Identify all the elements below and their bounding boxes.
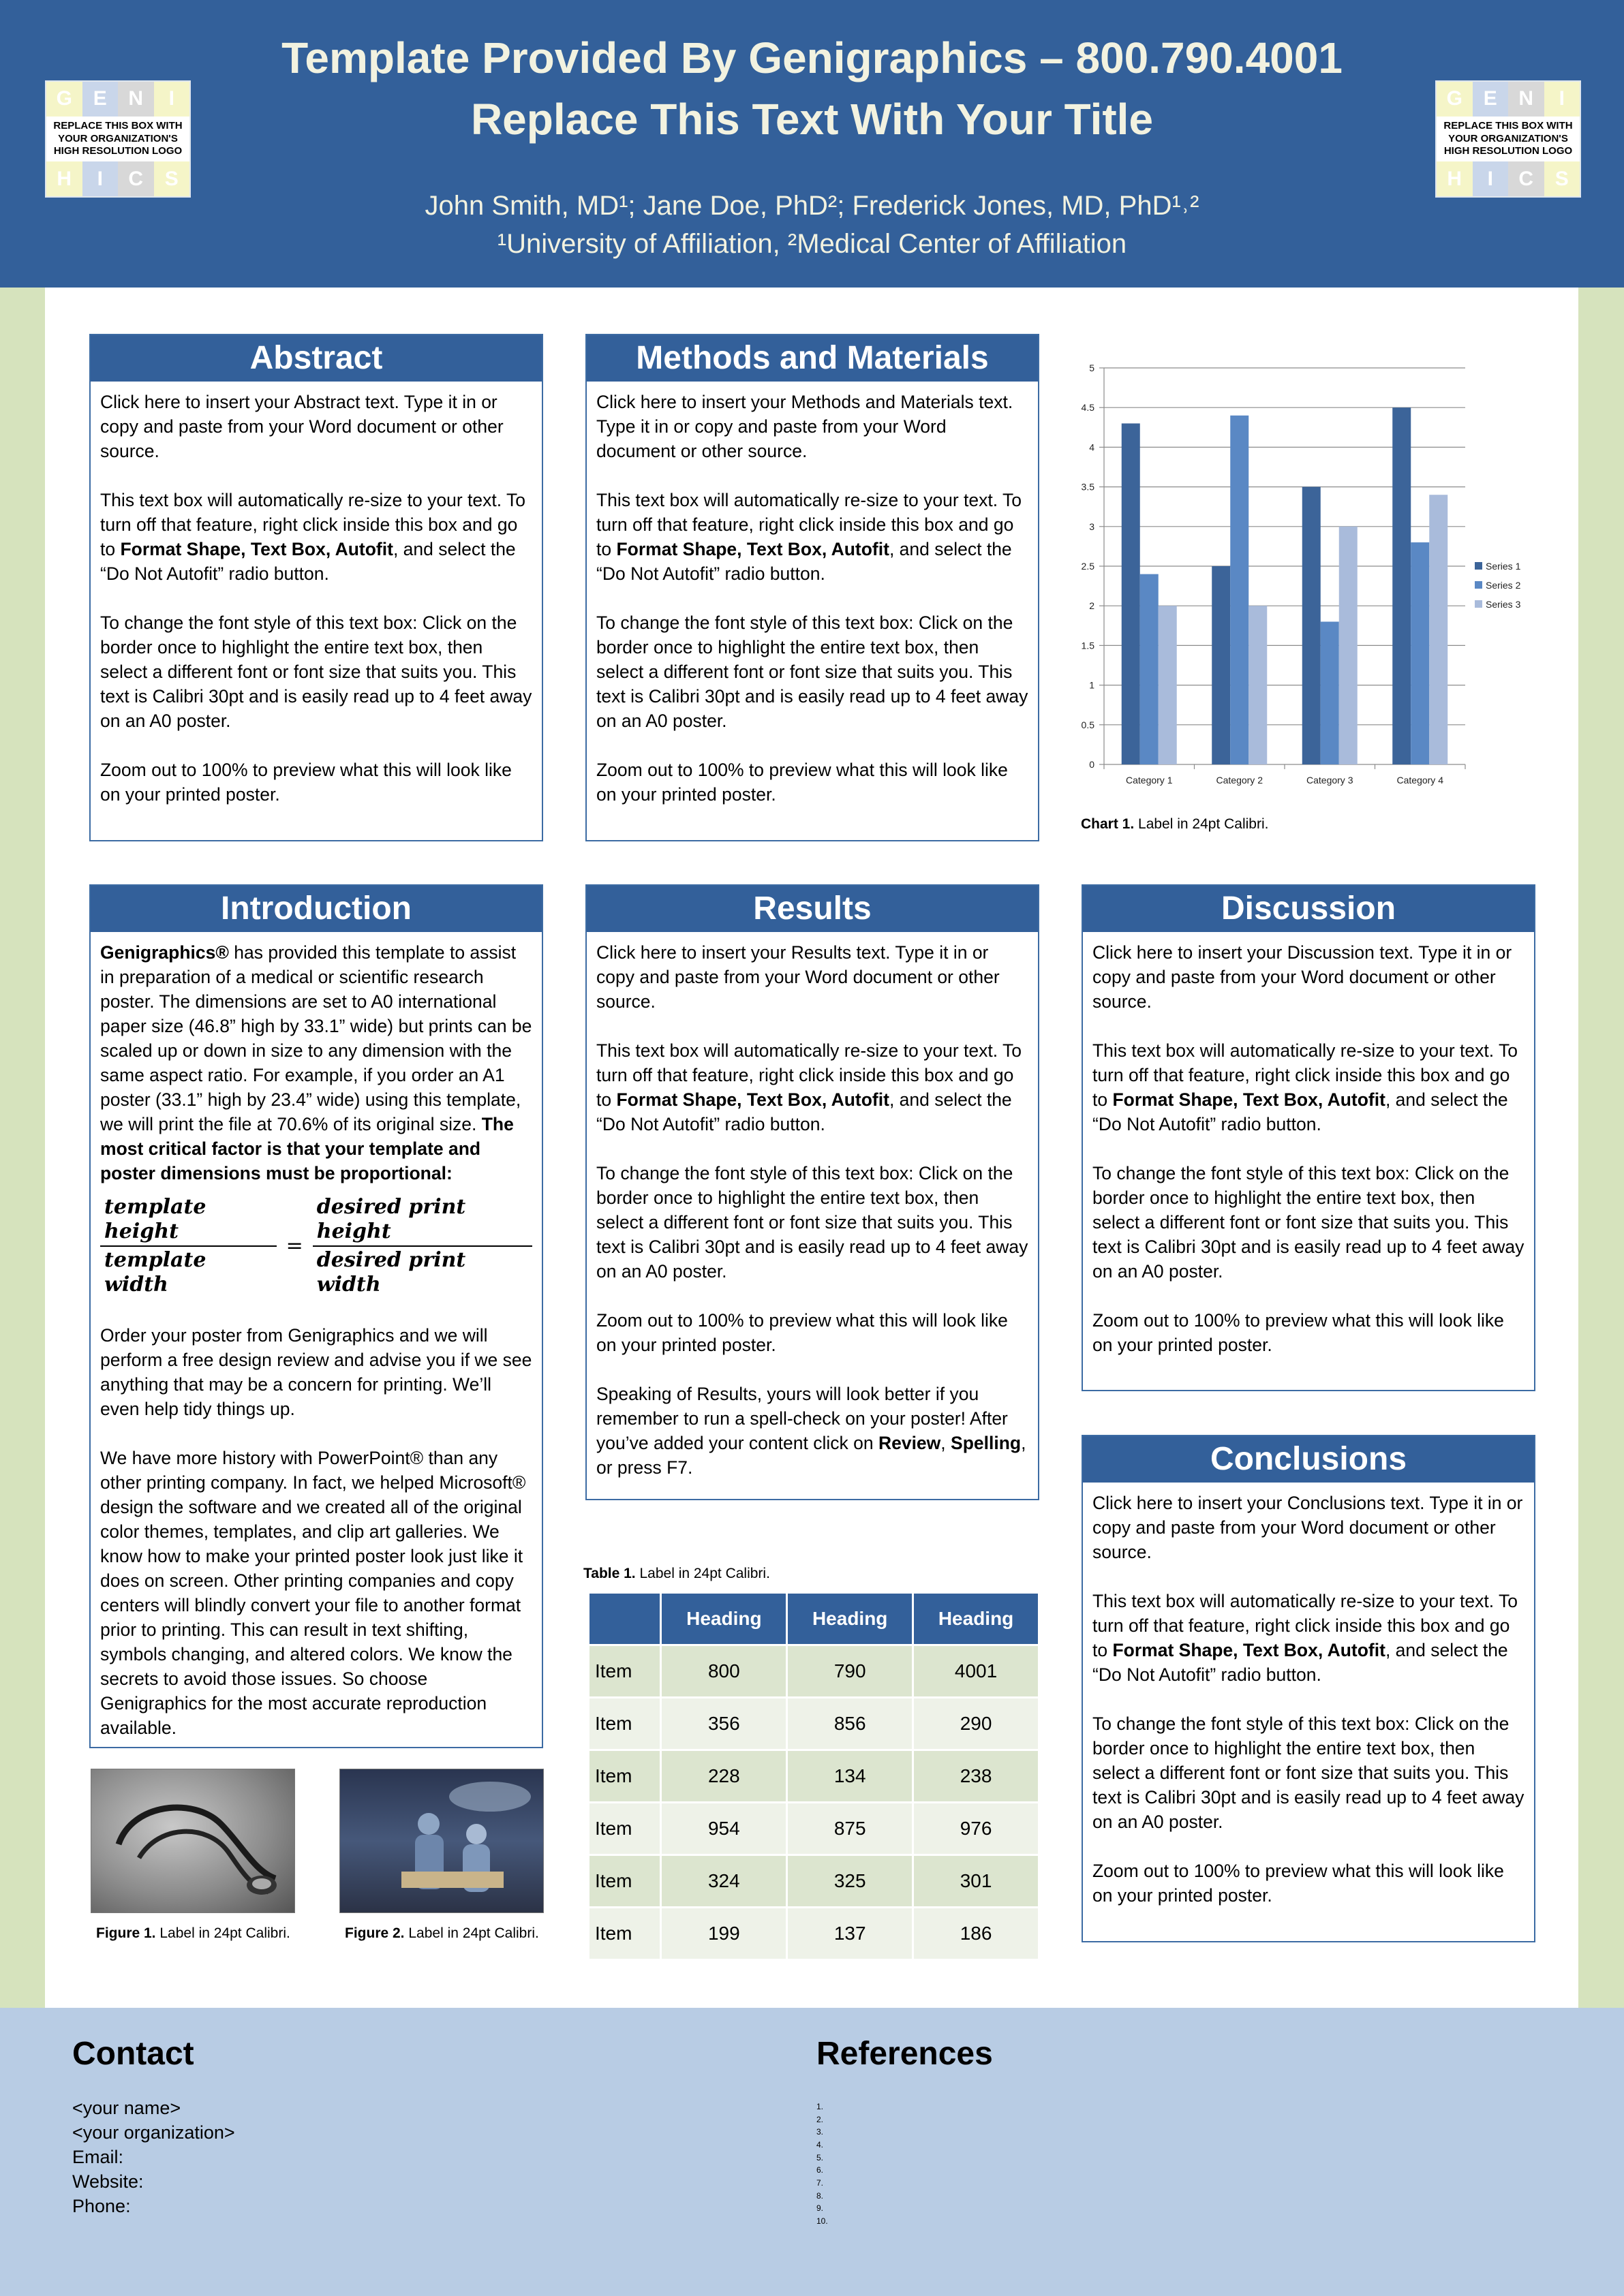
table-cell: 134 xyxy=(787,1750,913,1803)
table-row xyxy=(589,1803,1039,1855)
logo-letter: C xyxy=(1508,161,1544,196)
reference-item[interactable]: 6. xyxy=(816,2165,824,2175)
logo-letter: I xyxy=(1544,82,1580,117)
logo-letter: S xyxy=(154,161,190,196)
chart-legend-swatch xyxy=(1475,600,1482,608)
chart-bar xyxy=(1122,423,1140,764)
abstract-paragraph: Zoom out to 100% to preview what this will look like on your printed poster. xyxy=(100,760,512,805)
results-heading: Results xyxy=(587,886,1038,932)
chart-legend-label: Series 2 xyxy=(1486,580,1521,591)
discussion-heading: Discussion xyxy=(1083,886,1534,932)
table-header-cell: Heading xyxy=(787,1593,913,1645)
table-header-cell xyxy=(589,1593,661,1645)
table-row xyxy=(589,1855,1039,1908)
poster-title-line1[interactable]: Template Provided By Genigraphics – 800.790.4001 xyxy=(281,33,1343,82)
figure-2-caption: Figure 2. Label in 24pt Calibri. xyxy=(345,1925,539,1941)
abstract-paragraph: To change the font style of this text box: Click on the border once to highlight the entire text box, then select a different font or font size that suits you. This text is Calibri 30pt and is easily read up to 4 feet away on an A0 poster. xyxy=(100,612,532,731)
table-cell: 856 xyxy=(787,1698,913,1750)
chart-ytick-label: 4 xyxy=(1089,441,1094,453)
poster-title-line2[interactable]: Replace This Text With Your Title xyxy=(470,95,1154,144)
contact-line[interactable]: Website: xyxy=(72,2171,144,2192)
chart-ytick-label: 2 xyxy=(1089,600,1094,612)
logo-letter: E xyxy=(1473,82,1509,117)
data-table[interactable] xyxy=(587,1592,1040,1961)
chart-bar xyxy=(1392,407,1411,764)
table-cell: 790 xyxy=(787,1645,913,1698)
table-cell: 301 xyxy=(913,1855,1039,1908)
results-body[interactable] xyxy=(587,932,1038,1480)
chart-bar xyxy=(1230,416,1248,764)
introduction-paragraph: Order your poster from Genigraphics and we will perform a free design review and advise you if we see anything that may be a concern for printing. We’ll even help tidy things up. xyxy=(100,1325,532,1419)
authors[interactable]: John Smith, MD¹; Jane Doe, PhD²; Frederick Jones, MD, PhD¹˒² xyxy=(425,191,1199,221)
logo-letter: H xyxy=(1437,161,1473,196)
results-paragraph: Zoom out to 100% to preview what this will look like on your printed poster. xyxy=(596,1310,1008,1355)
table-row xyxy=(589,1908,1039,1960)
chart-bar xyxy=(1339,527,1358,764)
table-cell: 324 xyxy=(661,1855,787,1908)
proportion-equation: $\frac{\text{template height}}{\text{template width}}$ = $\frac{\text{desired print height}}{\text{desired print width}}$ xyxy=(100,1194,532,1299)
table-cell: 4001 xyxy=(913,1645,1039,1698)
reference-item[interactable]: 3. xyxy=(816,2127,824,2137)
table-cell: Item xyxy=(589,1908,661,1960)
reference-item[interactable]: 4. xyxy=(816,2140,824,2150)
chart-ytick-label: 3.5 xyxy=(1081,481,1094,493)
chart-bar xyxy=(1248,606,1267,764)
chart-ytick-label: 2.5 xyxy=(1081,561,1094,572)
methods-heading: Methods and Materials xyxy=(587,335,1038,382)
reference-item[interactable]: 1. xyxy=(816,2102,824,2111)
reference-item[interactable]: 2. xyxy=(816,2115,824,2124)
reference-item[interactable]: 9. xyxy=(816,2203,824,2213)
conclusions-paragraph: This text box will automatically re-size to your text. To turn off that feature, right click inside this box and go to Format Shape, Text Box, Autofit, and select the “Do Not Autofit” radio button. xyxy=(1092,1591,1518,1685)
chart-ytick-label: 5 xyxy=(1089,362,1094,373)
methods-paragraph: This text box will automatically re-size to your text. To turn off that feature, right click inside this box and go to Format Shape, Text Box, Autofit, and select the “Do Not Autofit” radio button. xyxy=(596,490,1022,584)
chart-category-label: Category 1 xyxy=(1126,775,1173,786)
references-heading[interactable]: References xyxy=(816,2036,993,2072)
chart-bar xyxy=(1429,495,1447,764)
table-cell: 954 xyxy=(661,1803,787,1855)
logo-letter: G xyxy=(46,82,82,117)
discussion-panel[interactable] xyxy=(1082,884,1535,1391)
figure-2-image[interactable] xyxy=(339,1769,544,1913)
methods-paragraph: Click here to insert your Methods and Materials text. Type it in or copy and paste from your Word document or other source. xyxy=(596,392,1013,461)
abstract-paragraph: This text box will automatically re-size to your text. To turn off that feature, right click inside this box and go to Format Shape, Text Box, Autofit, and select the “Do Not Autofit” radio button. xyxy=(100,490,525,584)
table-cell: Item xyxy=(589,1750,661,1803)
table-cell: Item xyxy=(589,1698,661,1750)
table-row xyxy=(589,1698,1039,1750)
logo-letter: I xyxy=(82,161,119,196)
conclusions-paragraph: Zoom out to 100% to preview what this will look like on your printed poster. xyxy=(1092,1861,1504,1906)
table-cell: 290 xyxy=(913,1698,1039,1750)
conclusions-heading: Conclusions xyxy=(1083,1436,1534,1483)
abstract-paragraph: Click here to insert your Abstract text. Type it in or copy and paste from your Word document or other source. xyxy=(100,392,504,461)
methods-body[interactable] xyxy=(587,382,1038,807)
table-header-row xyxy=(589,1593,1039,1645)
contact-heading[interactable]: Contact xyxy=(72,2036,194,2072)
methods-paragraph: Zoom out to 100% to preview what this will look like on your printed poster. xyxy=(596,760,1008,805)
methods-paragraph: To change the font style of this text box: Click on the border once to highlight the entire text box, then select a different font or font size that suits you. This text is Calibri 30pt and is easily read up to 4 feet away on an A0 poster. xyxy=(596,612,1028,731)
chart-ytick-label: 3 xyxy=(1089,521,1094,532)
chart-category-label: Category 3 xyxy=(1306,775,1353,786)
chart-legend-label: Series 3 xyxy=(1486,599,1521,610)
chart-ytick-label: 1 xyxy=(1089,679,1094,691)
introduction-heading: Introduction xyxy=(91,886,542,932)
contact-line[interactable]: Email: xyxy=(72,2147,124,2167)
chart-bar xyxy=(1411,542,1429,764)
logo-letter: I xyxy=(1473,161,1509,196)
introduction-body[interactable] xyxy=(91,932,542,1740)
table-cell: 186 xyxy=(913,1908,1039,1960)
chart-bar xyxy=(1302,487,1321,764)
logo-letter: N xyxy=(118,82,154,117)
chart-caption: Chart 1. Label in 24pt Calibri. xyxy=(1081,816,1269,832)
discussion-paragraph: To change the font style of this text box: Click on the border once to highlight the entire text box, then select a different font or font size that suits you. This text is Calibri 30pt and is easily read up to 4 feet away on an A0 poster. xyxy=(1092,1163,1525,1282)
table-row xyxy=(589,1645,1039,1698)
chart-bar xyxy=(1212,566,1230,764)
table-caption: Table 1. Label in 24pt Calibri. xyxy=(583,1566,770,1581)
discussion-paragraph: Zoom out to 100% to preview what this will look like on your printed poster. xyxy=(1092,1310,1504,1355)
conclusions-paragraph: To change the font style of this text box: Click on the border once to highlight the entire text box, then select a different font or font size that suits you. This text is Calibri 30pt and is easily read up to 4 feet away on an A0 poster. xyxy=(1092,1713,1525,1832)
logo-placeholder-text: REPLACE THIS BOX WITH YOUR ORGANIZATION'S HIGH RESOLUTION LOGO xyxy=(1437,117,1580,161)
chart-category-label: Category 2 xyxy=(1216,775,1263,786)
chart-bar xyxy=(1321,621,1339,764)
results-paragraph: Speaking of Results, yours will look better if you remember to run a spell-check on your poster! After you’ve added your content click on Review, Spelling, or press F7. xyxy=(596,1384,1026,1478)
affiliations[interactable]: ¹University of Affiliation, ²Medical Center of Affiliation xyxy=(497,229,1127,259)
abstract-heading: Abstract xyxy=(91,335,542,382)
table-cell: Item xyxy=(589,1855,661,1908)
logo-letter: C xyxy=(118,161,154,196)
contact-line[interactable]: <your name> xyxy=(72,2098,181,2118)
poster-header xyxy=(0,0,1624,288)
chart-legend-swatch xyxy=(1475,581,1482,589)
table-cell: 356 xyxy=(661,1698,787,1750)
logo-letter: I xyxy=(154,82,190,117)
table-cell: 199 xyxy=(661,1908,787,1960)
table-header-cell: Heading xyxy=(913,1593,1039,1645)
methods-panel[interactable] xyxy=(585,334,1039,841)
results-panel[interactable] xyxy=(585,884,1039,1500)
chart-legend-label: Series 1 xyxy=(1486,561,1521,572)
discussion-paragraph: This text box will automatically re-size to your text. To turn off that feature, right click inside this box and go to Format Shape, Text Box, Autofit, and select the “Do Not Autofit” radio button. xyxy=(1092,1040,1518,1134)
table-cell: 875 xyxy=(787,1803,913,1855)
surgery-scene-icon xyxy=(340,1769,543,1912)
results-paragraph: This text box will automatically re-size to your text. To turn off that feature, right click inside this box and go to Format Shape, Text Box, Autofit, and select the “Do Not Autofit” radio button. xyxy=(596,1040,1022,1134)
chart-bar xyxy=(1140,574,1159,764)
table-cell: 137 xyxy=(787,1908,913,1960)
logo-letter: S xyxy=(1544,161,1580,196)
table-cell: 976 xyxy=(913,1803,1039,1855)
discussion-body[interactable] xyxy=(1083,932,1534,1357)
poster-footer xyxy=(0,2008,1624,2296)
chart-legend-swatch xyxy=(1475,562,1482,570)
logo-letter: N xyxy=(1508,82,1544,117)
contact-line[interactable]: <your organization> xyxy=(72,2122,235,2143)
table-cell: Item xyxy=(589,1803,661,1855)
chart-category-label: Category 4 xyxy=(1396,775,1443,786)
chart-ytick-label: 4.5 xyxy=(1081,402,1094,414)
contact-line[interactable]: Phone: xyxy=(72,2196,131,2216)
reference-item[interactable]: 10. xyxy=(816,2216,828,2226)
discussion-paragraph: Click here to insert your Discussion text. Type it in or copy and paste from your Word document or other source. xyxy=(1092,942,1512,1012)
table-header-cell: Heading xyxy=(661,1593,787,1645)
logo-letter: G xyxy=(1437,82,1473,117)
reference-item[interactable]: 8. xyxy=(816,2191,824,2201)
conclusions-panel[interactable] xyxy=(1082,1435,1535,1942)
results-paragraph: Click here to insert your Results text. Type it in or copy and paste from your Word document or other source. xyxy=(596,942,1000,1012)
table-cell: 228 xyxy=(661,1750,787,1803)
chart-ytick-label: 1.5 xyxy=(1081,640,1094,651)
abstract-panel[interactable] xyxy=(89,334,543,841)
results-paragraph: To change the font style of this text box: Click on the border once to highlight the entire text box, then select a different font or font size that suits you. This text is Calibri 30pt and is easily read up to 4 feet away on an A0 poster. xyxy=(596,1163,1028,1282)
table-cell: 800 xyxy=(661,1645,787,1698)
figure-1-image[interactable] xyxy=(91,1769,295,1913)
introduction-paragraph: We have more history with PowerPoint® than any other printing company. In fact, we helped Microsoft® design the software and we created all of the original color themes, templates, and clip art galleries. We know how to make your printed poster look just like it does on screen. Other printing companies and copy centers will blindly convert your file to another format prior to printing. This can result in text shifting, symbols changing, and altered colors. We know the secrets to avoid those issues. So choose Genigraphics for the most accurate reproduction available. xyxy=(100,1448,526,1738)
conclusions-paragraph: Click here to insert your Conclusions text. Type it in or copy and paste from your Word document or other source. xyxy=(1092,1493,1523,1562)
logo-letter: H xyxy=(46,161,82,196)
table-cell: 238 xyxy=(913,1750,1039,1803)
figure-1-caption: Figure 1. Label in 24pt Calibri. xyxy=(96,1925,290,1941)
stethoscope-icon xyxy=(91,1769,294,1912)
introduction-paragraph: Genigraphics® has provided this template to assist in preparation of a medical or scientific research poster. The dimensions are set to A0 international paper size (46.8” high by 33.1” wide) but prints can be scaled up or down in size to any dimension with the same aspect ratio. For example, if you order an A1 poster (33.1” high by 23.4” wide) using this template, we will print the file at 70.6% of its original size. The most critical factor is that your template and poster dimensions must be proportional: xyxy=(100,942,532,1183)
abstract-body[interactable] xyxy=(91,382,542,807)
introduction-panel[interactable] xyxy=(89,884,543,1748)
reference-item[interactable]: 7. xyxy=(816,2178,824,2188)
logo-placeholder-text: REPLACE THIS BOX WITH YOUR ORGANIZATION'S HIGH RESOLUTION LOGO xyxy=(46,117,189,161)
table-cell: 325 xyxy=(787,1855,913,1908)
chart-ytick-label: 0 xyxy=(1089,759,1094,770)
reference-item[interactable]: 5. xyxy=(816,2153,824,2162)
chart-bar xyxy=(1159,606,1177,764)
conclusions-body[interactable] xyxy=(1083,1483,1534,1908)
chart-ytick-label: 0.5 xyxy=(1081,719,1094,730)
bar-chart[interactable] xyxy=(1070,354,1547,790)
table-cell: Item xyxy=(589,1645,661,1698)
table-row xyxy=(589,1750,1039,1803)
logo-letter: E xyxy=(82,82,119,117)
